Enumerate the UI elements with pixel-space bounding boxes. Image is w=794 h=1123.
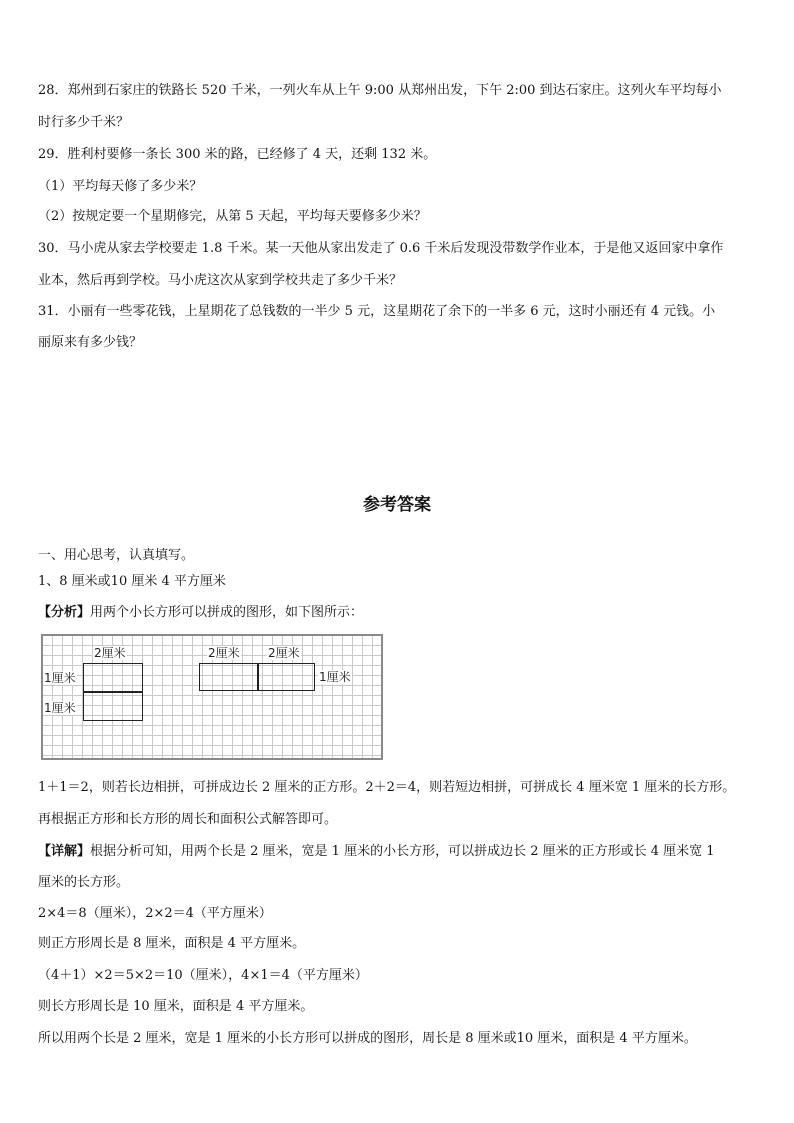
explain-line-1: 1＋1＝2，则若长边相拼，可拼成边长 2 厘米的正方形。2＋2＝4，则若短边相拼，可拼成长 4 厘米宽 1 厘米的长方形。 — [38, 780, 736, 795]
answer-1: 1、8 厘米或10 厘米 4 平方厘米 — [38, 574, 226, 589]
detail-tag: 【详解】 — [38, 844, 91, 859]
left-top-label: 2厘米 — [94, 646, 126, 660]
q31-line-2: 丽原来有多少钱？ — [38, 335, 143, 350]
q30-line-2: 业本，然后再到学校。马小虎这次从家到学校共走了多少千米？ — [38, 273, 403, 288]
q28-line-1: 28．郑州到石家庄的铁路长 520 千米，一列火车从上午 9:00 从郑州出发，下午 2:00 到达石家庄。这列火车平均每小 — [38, 83, 722, 98]
result-line-1: 则正方形周长是 8 厘米，面积是 4 平方厘米。 — [38, 936, 306, 951]
right-rect-1 — [199, 663, 259, 691]
section-heading: 一、用心思考，认真填写。 — [38, 548, 195, 563]
calc-line-1: 2×4＝8（厘米），2×2＝4（平方厘米） — [38, 906, 272, 921]
analysis-line — [38, 603, 363, 623]
q30-line-1: 30．马小虎从家去学校要走 1.8 千米。某一天他从家出发走了 0.6 千米后发现没带数学作业本，于是他又返回家中拿作 — [38, 241, 724, 256]
right-top-label-1: 2厘米 — [208, 646, 240, 660]
q29-line-1: 29．胜利村要修一条长 300 米的路，已经修了 4 天，还剩 132 米。 — [38, 147, 437, 162]
left-bottom-rect — [83, 691, 143, 721]
left-side-label-2: 1厘米 — [44, 701, 76, 715]
conclusion-line: 所以用两个长是 2 厘米，宽是 1 厘米的小长方形可以拼成的图形，周长是 8 厘米或10 厘米，面积是 4 平方厘米。 — [38, 1031, 697, 1046]
right-top-label-2: 2厘米 — [268, 646, 300, 660]
detail-text: 根据分析可知，用两个长是 2 厘米，宽是 1 厘米的小长方形，可以拼成边长 2 厘米的正方形或长 4 厘米宽 1 — [90, 844, 715, 859]
right-side-label: 1厘米 — [319, 670, 351, 684]
answer-title: 参考答案 — [363, 495, 431, 515]
calc-line-2: （4＋1）×2＝5×2＝10（厘米），4×1＝4（平方厘米） — [38, 968, 368, 983]
q29-sub-2: （2）按规定要一个星期修完，从第 5 天起，平均每天要修多少米？ — [38, 209, 427, 224]
result-line-2: 则长方形周长是 10 厘米，面积是 4 平方厘米。 — [38, 999, 314, 1014]
detail-line-1 — [38, 842, 715, 862]
q28-line-2: 时行多少千米？ — [38, 115, 130, 130]
q31-line-1: 31．小丽有一些零花钱，上星期花了总钱数的一半少 5 元，这星期花了余下的一半多 6 元，这时小丽还有 4 元钱。小 — [38, 304, 716, 319]
detail-line-2: 厘米的长方形。 — [38, 875, 130, 890]
q29-sub-1: （1）平均每天修了多少米？ — [38, 179, 203, 194]
right-rect-2 — [257, 663, 315, 691]
grid-diagram — [41, 634, 383, 760]
explain-line-2: 再根据正方形和长方形的周长和面积公式解答即可。 — [38, 812, 338, 827]
analysis-tag: 【分析】 — [38, 605, 91, 620]
left-top-rect — [83, 663, 143, 693]
analysis-text: 用两个小长方形可以拼成的图形，如下图所示： — [90, 605, 364, 620]
left-side-label-1: 1厘米 — [44, 671, 76, 685]
